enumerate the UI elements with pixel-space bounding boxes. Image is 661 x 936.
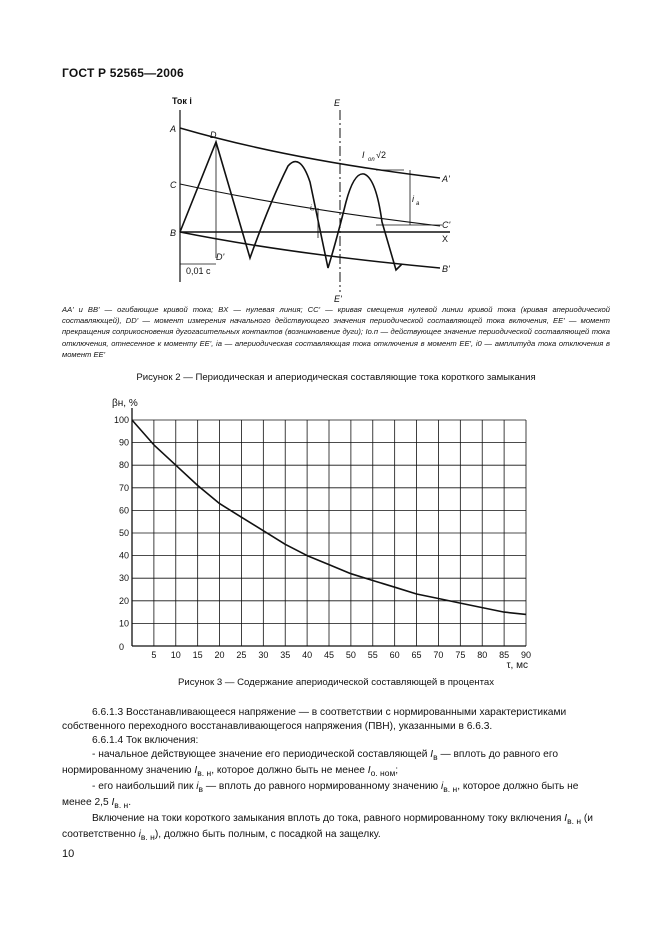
paragraph-6-6-1-4: 6.6.1.4 Ток включения: bbox=[92, 735, 199, 746]
y-tick-label: 40 bbox=[118, 550, 129, 561]
x-tick-label: 90 bbox=[520, 650, 532, 660]
x-tick-label: 65 bbox=[411, 650, 422, 660]
document-header: ГОСТ Р 52565—2006 bbox=[62, 66, 184, 80]
label-c-prime: C' bbox=[442, 220, 451, 230]
amplitude-label: I bbox=[362, 150, 365, 160]
label-x: X bbox=[442, 234, 449, 244]
amplitude-root: √2 bbox=[376, 150, 386, 160]
label-a: A bbox=[170, 124, 177, 134]
y-axis-label: βн, % bbox=[112, 398, 138, 409]
x-tick-label: 35 bbox=[280, 650, 291, 660]
y-tick-label: 70 bbox=[118, 482, 129, 493]
paragraph-making-current-initial: - начальное действующее значение его периодической составляющей $I_в$ — вплоть до равного его нормированному значению $I_{в. н}$, которое должно быть не менее $I_{о. ном}$; bbox=[62, 749, 558, 779]
x-tick-label: 20 bbox=[214, 650, 225, 660]
origin-label: 0 bbox=[118, 642, 124, 652]
paragraph-making-short-circuit: Включение на токи короткого замыкания вплоть до тока, равного нормированному току включения $I_{в. н}$ (и соответственно $i_{в. н}$), должно быть полным, с посадкой на защелку. bbox=[62, 813, 593, 843]
label-b-prime: B' bbox=[442, 264, 450, 274]
y-tick-label: 30 bbox=[118, 573, 129, 584]
figure-2-legend: AA' и BB' — огибающие кривой тока; BX — нулевая линия; CC' — кривая смещения нулевой линии кривой тока (кривая апериодической составляющей), DD' — момент измерения начального действующего значения периодической составляющей тока включения, EE' — момент прекращения соприкосновения дугогасительных контактов (возникновение дуги); Iо.п — действующее значение периодической составляющей тока отключения, отнесенное к моменту EE', iа — апериодическая составляющая тока отключения в момент EE', i0 — амплитуда тока отключения в момент EE' bbox=[62, 305, 610, 359]
amplitude-sub: on bbox=[368, 157, 375, 163]
label-d-prime: D' bbox=[216, 252, 225, 262]
aperiodic-small-label: iₐ bbox=[310, 205, 315, 212]
x-tick-label: 80 bbox=[477, 650, 488, 660]
y-tick-label: 90 bbox=[118, 437, 129, 448]
label-a-prime: A' bbox=[442, 174, 450, 184]
figure-3-chart bbox=[92, 392, 562, 672]
figure-3-caption: Рисунок 3 — Содержание апериодической составляющей в процентах bbox=[177, 677, 495, 688]
x-tick-label: 55 bbox=[367, 650, 378, 660]
x-tick-label: 70 bbox=[433, 650, 444, 660]
x-tick-label: 85 bbox=[499, 650, 510, 660]
label-d: D bbox=[210, 130, 217, 140]
label-e-prime: E' bbox=[334, 294, 342, 304]
y-tick-label: 50 bbox=[118, 528, 129, 538]
paragraph-6-6-1-3: 6.6.1.3 Восстанавливающееся напряжение — в соответствии с нормированными характеристиками собственного переходного восстанавливающегося напряжения (ПВН), указанными в 6.6.3. bbox=[62, 707, 567, 732]
y-tick-label: 10 bbox=[118, 618, 129, 629]
x-tick-label: 25 bbox=[236, 650, 247, 660]
x-tick-label: 15 bbox=[192, 650, 203, 660]
x-tick-label: 45 bbox=[323, 650, 335, 660]
figure-2-caption: Рисунок 2 — Периодическая и апериодическая составляющие тока короткого замыкания bbox=[136, 372, 536, 383]
y-tick-label: 60 bbox=[118, 505, 129, 516]
paragraph-making-current-peak: - его наибольший пик $i_в$ — вплоть до равного нормированному значению $i_{в. н}$, которое должно быть не менее 2,5 $I_{в. н}$. bbox=[62, 781, 579, 811]
label-e: E bbox=[334, 98, 341, 108]
y-tick-label: 20 bbox=[118, 595, 129, 606]
body-text bbox=[62, 706, 610, 844]
x-tick-label: 40 bbox=[302, 650, 313, 660]
x-axis-label: τ, мс bbox=[506, 660, 528, 671]
aperiodic-label: i bbox=[412, 194, 414, 204]
x-tick-label: 60 bbox=[389, 650, 400, 660]
page-number: 10 bbox=[62, 848, 75, 860]
x-tick-label: 30 bbox=[258, 650, 269, 660]
label-b: B bbox=[170, 228, 177, 238]
x-tick-label: 5 bbox=[151, 650, 157, 660]
aperiodic-sub: a bbox=[416, 201, 420, 207]
figure-2-diagram bbox=[150, 92, 490, 304]
time-label: 0,01 c bbox=[186, 266, 211, 276]
envelope-bb bbox=[180, 232, 440, 268]
x-tick-label: 50 bbox=[345, 650, 356, 660]
y-tick-label: 80 bbox=[118, 460, 129, 471]
y-tick-label: 100 bbox=[113, 415, 129, 425]
label-c: C bbox=[170, 180, 177, 190]
x-tick-label: 75 bbox=[455, 650, 466, 660]
y-axis-label: Ток i bbox=[172, 96, 192, 106]
x-tick-label: 10 bbox=[170, 650, 181, 660]
